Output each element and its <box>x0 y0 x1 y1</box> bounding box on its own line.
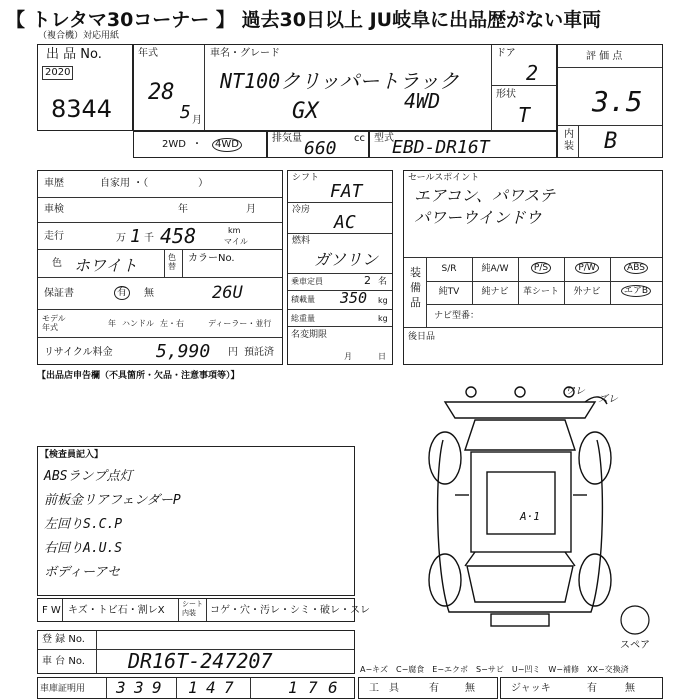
recycle-status: 預託済 <box>244 347 274 358</box>
mileage-label: 走行 <box>44 231 64 242</box>
cert-label: 車庫証明用 <box>40 684 86 694</box>
lot-box <box>37 44 133 131</box>
spare-label: スペア <box>620 640 650 651</box>
mileage-man: 万 <box>116 233 126 244</box>
color-value: ホワイト <box>74 256 138 275</box>
recycle-label: リサイクル料金 <box>44 347 113 358</box>
equip-ps-circled <box>518 263 564 274</box>
equip-abs-circled <box>610 263 662 274</box>
mileage-km: km <box>228 226 241 235</box>
warranty-yes-circled: 有 <box>114 286 130 300</box>
inspection-label: 車検 <box>44 204 64 215</box>
engine-unit: cc <box>354 133 365 144</box>
recycle-yen: 円 <box>228 347 238 358</box>
score-box <box>557 44 663 158</box>
mileage-num1: 1 <box>130 226 141 247</box>
model-label: 車名・グレード <box>210 48 280 59</box>
interior-label: 内装 <box>564 129 574 152</box>
engine-value: 660 <box>304 138 337 159</box>
drive-4wd-circled: 4WD <box>212 138 242 152</box>
history-options: 自家用 ・（ ） <box>100 178 209 189</box>
model-grade: GX <box>292 99 319 124</box>
jack-no: 無 <box>625 683 635 694</box>
engine-box <box>267 131 369 158</box>
mileage-num2: 458 <box>160 224 197 248</box>
detail-box <box>37 170 283 365</box>
seat-label: シート内装 <box>182 600 203 617</box>
diagram-note-top1: ワレ <box>565 386 585 397</box>
jack-label: ジャッキ <box>511 683 551 694</box>
inspector-box <box>37 446 355 596</box>
equip-pw-text: P/W <box>575 262 598 274</box>
header-title: 【 トレタマ30コーナー 】 過去30日以上 JU岐阜に出品歴がない車両 <box>6 9 602 31</box>
equip-navi: 純ナビ <box>481 287 509 297</box>
shape-label: 形状 <box>496 89 516 100</box>
equip-abs-text: ABS <box>624 262 648 274</box>
seat-items: コゲ・穴・汚レ・シミ・破レ・スレ <box>210 605 370 616</box>
cert-v7: 1 <box>288 678 298 697</box>
color-change-label: 色替 <box>168 253 176 271</box>
fw-label: F W <box>42 605 61 616</box>
sales-line2: パワーウインドウ <box>414 208 542 227</box>
model-name: NT100クリッパートラック <box>220 69 460 93</box>
ac-value: AC <box>334 212 356 233</box>
month-suffix: 月 <box>192 115 202 126</box>
model-change-label: モデル年式 <box>42 314 66 332</box>
engine-label: 排気量 <box>272 133 302 144</box>
navi-model-label: ナビ型番： <box>434 311 480 321</box>
fuel-label: 燃料 <box>292 236 311 246</box>
drive-2wd: 2WD <box>162 139 186 150</box>
capacity-unit: 名 <box>378 277 388 287</box>
jack-yes: 有 <box>587 683 597 694</box>
inspector-line-4: 右回りA.U.S <box>44 541 123 556</box>
model-change-handle: ハンドル <box>122 319 154 328</box>
color-no-label: カラーNo. <box>188 253 235 264</box>
reg-change-month: 月 <box>344 352 352 361</box>
interior-value: B <box>604 129 618 154</box>
tools-box <box>358 677 498 699</box>
load-label: 積載量 <box>291 295 315 304</box>
ac-label: 冷房 <box>292 205 311 215</box>
reg-label: 登 録 No. <box>42 634 85 645</box>
year-label: 年式 <box>138 48 158 59</box>
fw-items: キズ・トビ石・割レX <box>68 605 165 616</box>
cert-v9: 6 <box>328 678 338 697</box>
inspector-label: 【検査員記入】 <box>40 450 104 460</box>
right-box <box>403 170 663 365</box>
cert-v6: 7 <box>224 678 234 697</box>
reg-change-label: 名変期限 <box>291 330 328 340</box>
doors-value: 2 <box>526 61 539 85</box>
seller-notes-label: 【出品店申告欄（不具箇所・欠品・注意事項等）】 <box>37 371 240 381</box>
equip-pw-circled <box>564 263 610 274</box>
sales-line1: エアコン、パワステ <box>414 186 556 205</box>
chassis-value: DR16T-247207 <box>128 649 273 673</box>
mid-box <box>287 170 393 365</box>
equip-sr: S/R <box>441 264 457 274</box>
inspection-year: 年 <box>178 204 188 215</box>
equip-aw: 純A/W <box>481 264 509 274</box>
damage-legend: A−キズ C−腐食 E−エクボ S−サビ U−凹ミ W−補修 XX−交換済 <box>360 665 629 674</box>
tools-label: 工 具 <box>369 683 399 694</box>
model-change-year: 年 <box>108 319 116 328</box>
inspection-month: 月 <box>246 204 256 215</box>
cert-v8: 7 <box>308 678 318 697</box>
sales-label: セールスポイント <box>408 173 480 183</box>
cert-row <box>37 677 355 699</box>
tools-no: 無 <box>465 683 475 694</box>
cert-v4: 1 <box>188 678 198 697</box>
diagram-note-top2: ズレ <box>598 394 618 405</box>
jack-box <box>500 677 663 699</box>
equip-label: 装備品 <box>410 266 421 309</box>
chassis-label: 車 台 No. <box>42 656 85 667</box>
tools-yes: 有 <box>429 683 439 694</box>
drive-sep: ・ <box>192 139 202 150</box>
drive-box <box>133 131 267 158</box>
inspector-line-5: ボディーアセ <box>44 565 121 580</box>
equip-airbag-circled <box>610 286 662 297</box>
model-code-value: EBD-DR16T <box>392 137 490 158</box>
model-code-label: 型式 <box>374 133 394 144</box>
inspector-line-1: ABSランプ点灯 <box>44 469 133 484</box>
gross-unit: kg <box>378 314 388 323</box>
inspector-line-3: 左回りS.C.P <box>44 517 123 532</box>
model-drive: 4WD <box>404 89 441 113</box>
doors-label: ドア <box>496 48 516 59</box>
lot-number: 8344 <box>51 95 113 123</box>
equip-airbag-text: エアB <box>621 285 651 297</box>
lot-label: 出 品 No. <box>46 47 102 62</box>
equip-tv: 純TV <box>438 287 460 297</box>
spec-box <box>133 44 557 131</box>
gross-label: 総重量 <box>291 314 315 323</box>
recycle-value: 5,990 <box>156 341 211 362</box>
history-label: 車歴 <box>44 178 64 189</box>
reg-change-day: 日 <box>378 352 386 361</box>
year-value: 28 <box>148 80 175 105</box>
mileage-sen: 千 <box>144 233 154 244</box>
warranty-code: 26U <box>212 283 243 303</box>
shape-value: T <box>518 103 531 127</box>
lot-year-tag: 2020 <box>42 66 73 80</box>
fw-row <box>37 598 370 622</box>
warranty-label: 保証書 <box>44 288 74 299</box>
load-value: 350 <box>340 289 368 307</box>
cert-v3: 9 <box>152 678 162 697</box>
equip-outnavi: 外ナビ <box>573 287 601 297</box>
shift-label: シフト <box>292 173 320 183</box>
equip-leather: 革シート <box>522 287 559 297</box>
score-label: 評 価 点 <box>586 51 623 62</box>
form-subheader: （複合機）対応用紙 <box>38 31 120 41</box>
inspector-line-2: 前板金リアフェンダーP <box>44 493 181 508</box>
after-label: 後日品 <box>408 332 436 342</box>
diagram-note-center: A·1 <box>520 510 540 523</box>
score-value: 3.5 <box>592 85 643 118</box>
load-unit: kg <box>378 296 388 305</box>
color-label: 色 <box>52 258 62 269</box>
cert-v5: 4 <box>206 678 216 697</box>
reg-box <box>37 630 355 674</box>
model-change-dealer: ディーラー・並行 <box>208 319 272 328</box>
model-code-box <box>369 131 557 158</box>
cert-v2: 3 <box>134 678 144 697</box>
month-value: 5 <box>180 102 191 123</box>
capacity-value: 2 <box>364 274 371 287</box>
header-banner <box>0 0 700 34</box>
shift-value: FAT <box>330 181 363 202</box>
equip-ps-text: P/S <box>531 262 551 274</box>
fuel-value: ガソリン <box>314 250 379 269</box>
warranty-no: 無 <box>144 288 154 299</box>
model-change-lr: 左・右 <box>160 319 184 328</box>
capacity-label: 乗車定員 <box>291 277 323 286</box>
cert-v1: 3 <box>116 678 126 697</box>
mileage-mile: マイル <box>224 237 248 246</box>
